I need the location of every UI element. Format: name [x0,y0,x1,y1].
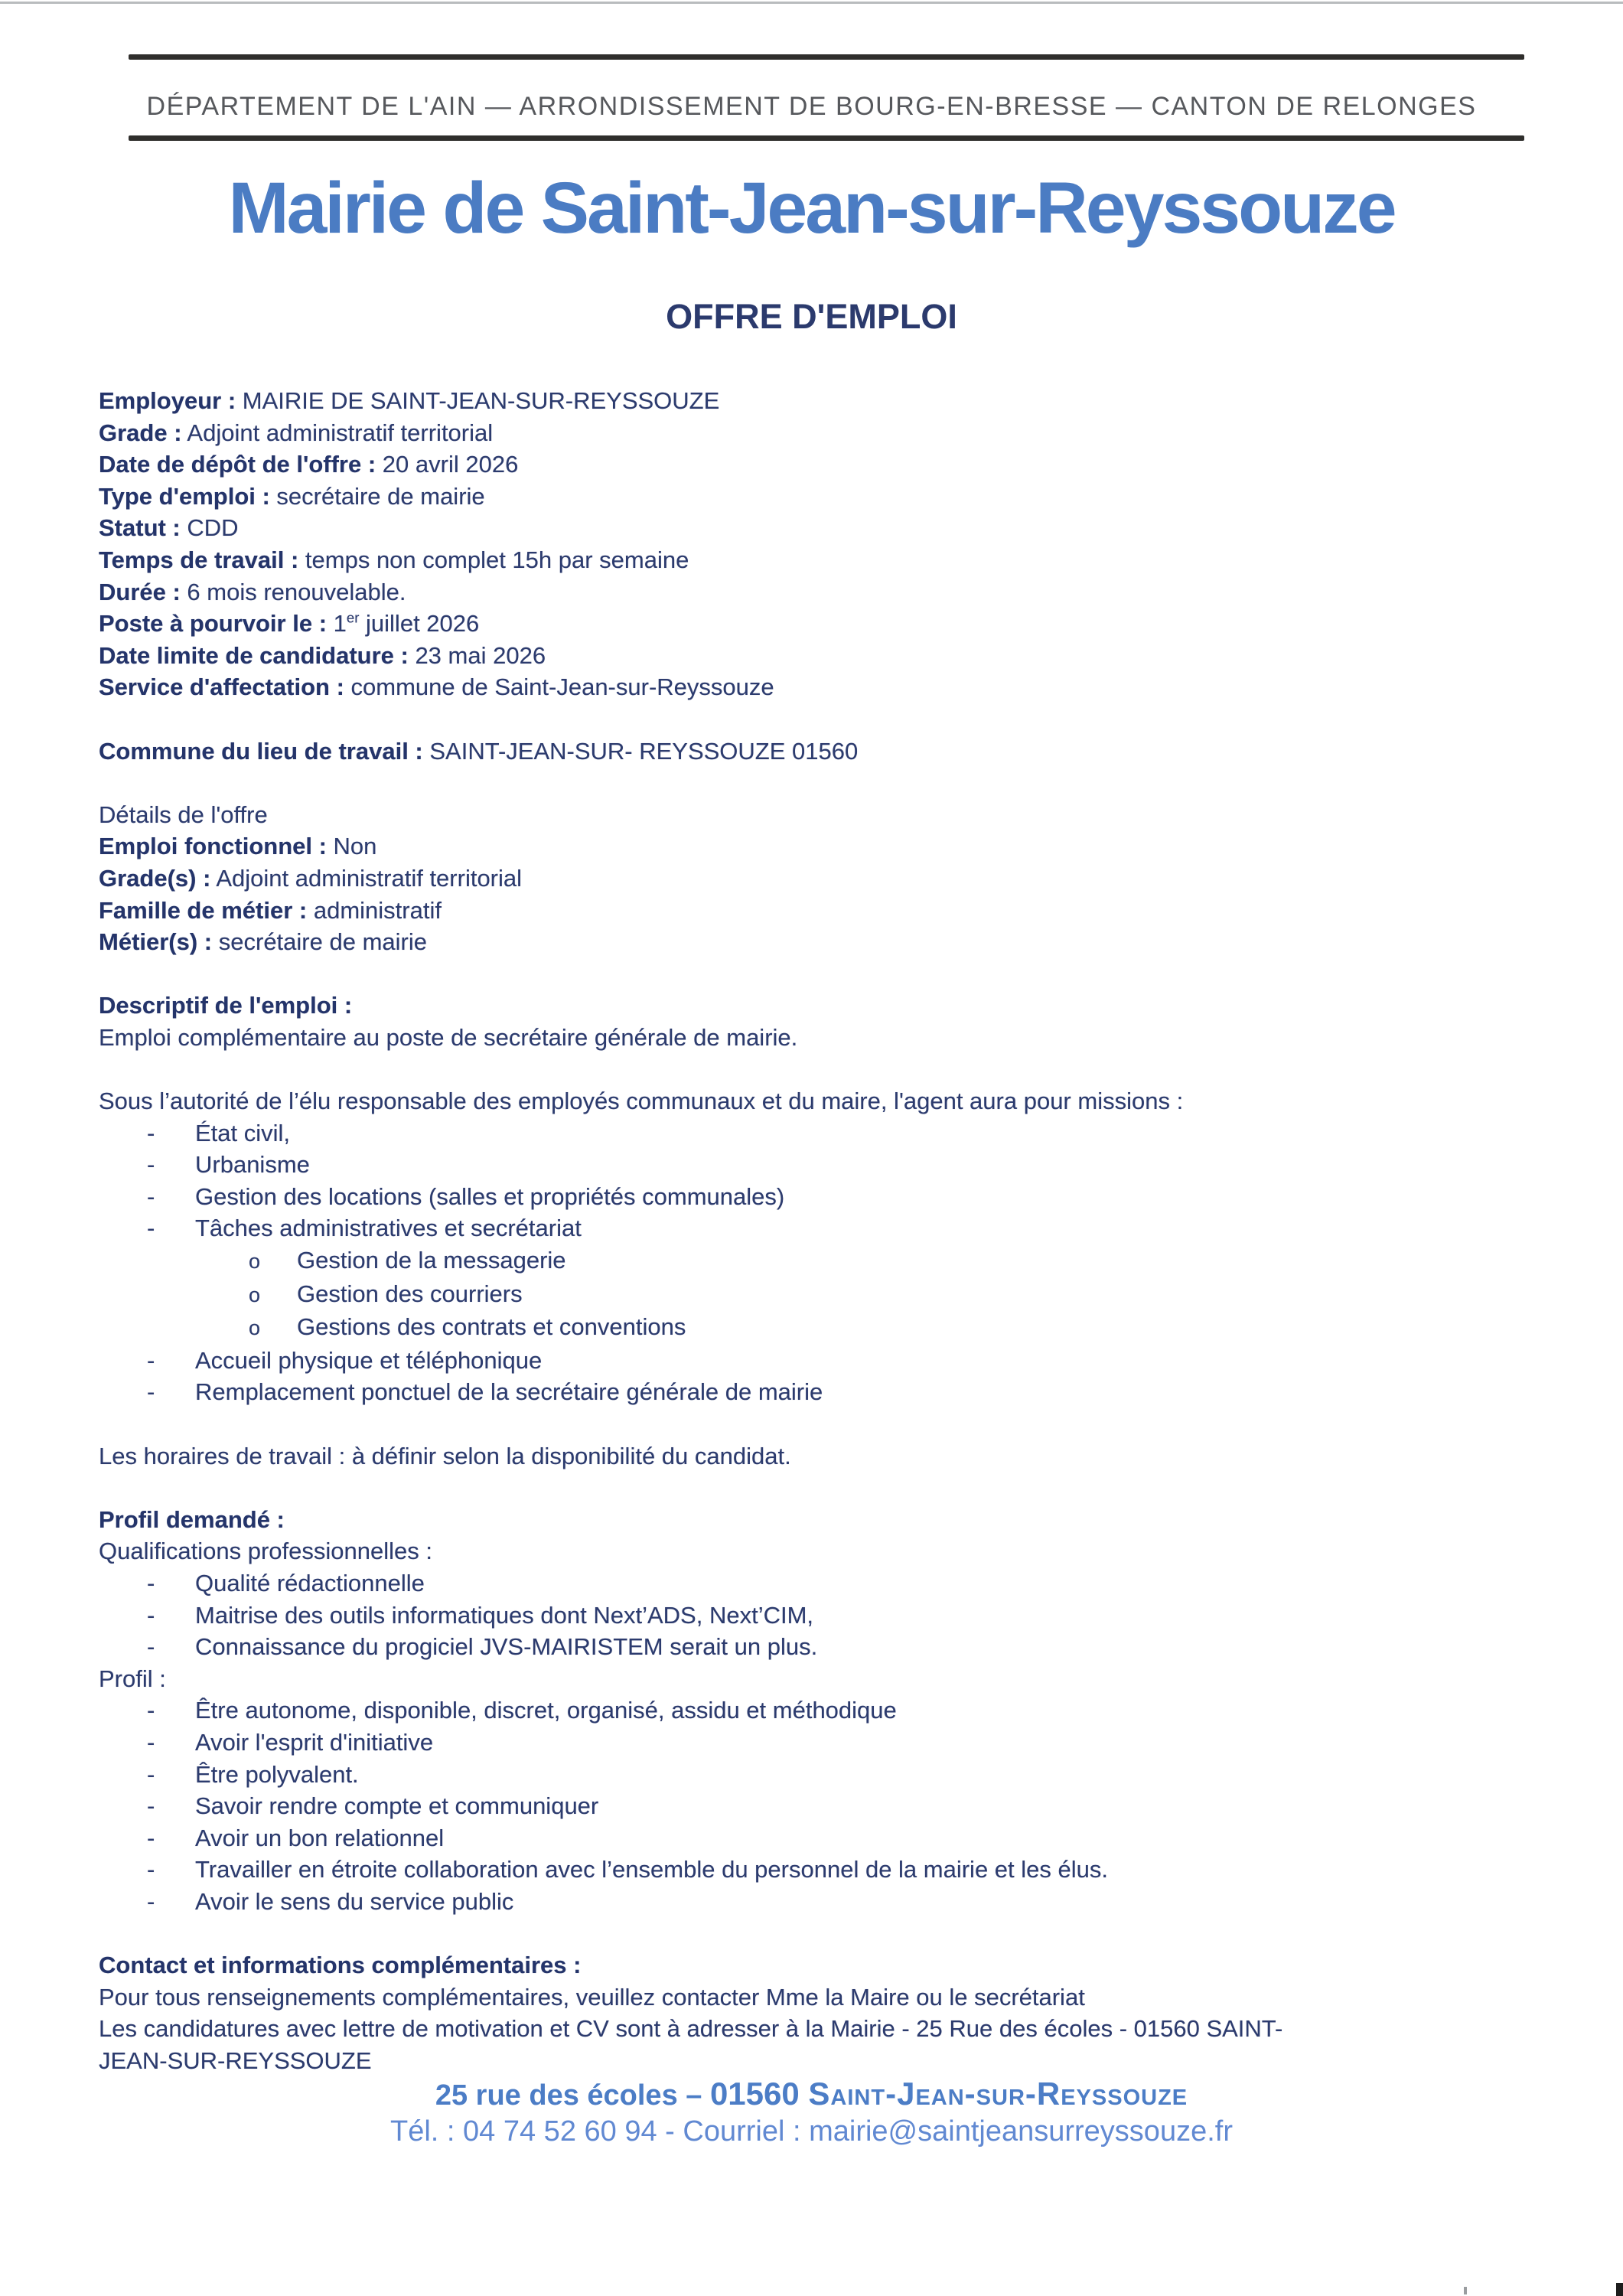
doc-line: Pour tous renseignements complémentaires, veuillez contacter Mme la Maire ou le secrétariat [99,1983,1085,2011]
bullet-text: Maitrise des outils informatiques dont Next’ADS, Next’CIM, [195,1601,814,1629]
doc-line [99,926,1560,958]
field-value: temps non complet 15h par semaine [298,546,689,573]
doc-line [99,671,1560,703]
doc-line [99,1117,1560,1150]
ordinal-suffix: er [346,609,360,626]
scan-artifact-speck [1464,2287,1467,2294]
dash-bullet: - [147,1601,155,1629]
doc-line [99,1181,1560,1213]
header-rule-bottom [129,135,1524,141]
blank-line [99,1918,1560,1950]
scan-artifact-top-line [0,2,1623,4]
footer-address-postal: 01560 [709,2076,809,2112]
dash-bullet: - [147,1856,155,1883]
doc-line: Sous l’autorité de l’élu responsable des employés communaux et du maire, l'agent aura pour missions : [99,1088,1184,1115]
dash-bullet: - [147,1378,155,1406]
dash-bullet: - [147,1728,155,1756]
field-value: 6 mois renouvelable. [180,578,406,605]
field-label: Service d'affectation : [99,673,344,701]
field-label: Emploi fonctionnel : [99,833,327,860]
doc-line [99,1886,1560,1918]
page-subtitle: OFFRE D'EMPLOI [666,297,957,336]
doc-line [99,640,1560,672]
doc-line: Détails de l'offre [99,801,268,828]
bullet-text: Connaissance du progiciel JVS-MAIRISTEM serait un plus. [195,1633,818,1661]
doc-line [99,863,1560,895]
document-body [99,385,1560,2076]
field-label: Grade : [99,419,182,446]
footer-address [0,2076,1623,2112]
bullet-text: Gestion de la messagerie [297,1247,566,1274]
bullet-text: Remplacement ponctuel de la secrétaire générale de mairie [195,1378,823,1406]
field-label: Famille de métier : [99,896,308,924]
field-label: Durée : [99,578,181,605]
field-label: Date de dépôt de l'offre : [99,451,376,478]
bullet-text: Qualité rédactionnelle [195,1569,425,1596]
bullet-text: Savoir rendre compte et communiquer [195,1792,599,1820]
field-value: Non [326,833,377,860]
doc-line: JEAN-SUR-REYSSOUZE [99,2047,372,2074]
footer-address-city: Saint-Jean-sur-Reyssouze [808,2076,1188,2112]
field-label: Statut : [99,514,181,542]
circle-bullet: o [249,1283,261,1306]
field-value: 23 mai 2026 [408,641,546,669]
field-label: Grade(s) : [99,864,211,892]
field-value: commune de Saint-Jean-sur-Reyssouze [344,673,774,701]
bullet-text: Avoir un bon relationnel [195,1824,445,1851]
bullet-text: Être autonome, disponible, discret, organisé, assidu et méthodique [195,1697,897,1724]
bullet-text: Avoir le sens du service public [195,1887,514,1915]
doc-line [99,512,1560,544]
doc-line [99,417,1560,449]
doc-line [99,1212,1560,1244]
footer-address-street: 25 rue des écoles – [435,2079,710,2112]
field-value: secrétaire de mairie [212,928,427,956]
doc-line [99,544,1560,576]
doc-line [99,1790,1560,1822]
doc-line [99,1149,1560,1181]
doc-line [99,735,1560,768]
doc-line: Profil : [99,1665,166,1692]
field-label: Date limite de candidature : [99,641,409,669]
bullet-text: Tâches administratives et secrétariat [195,1215,582,1242]
doc-line: Les horaires de travail : à définir selon la disponibilité du candidat. [99,1442,791,1469]
doc-line [99,1600,1560,1632]
blank-line [99,1472,1560,1504]
doc-line: Emploi complémentaire au poste de secrétaire générale de mairie. [99,1023,798,1051]
dash-bullet: - [147,1346,155,1374]
doc-line [99,1759,1560,1791]
bullet-text: Accueil physique et téléphonique [195,1346,543,1374]
doc-line [99,1694,1560,1727]
doc-line [99,1376,1560,1408]
doc-line [99,448,1560,481]
field-value: Adjoint administratif territorial [210,864,523,892]
doc-line [99,1854,1560,1886]
doc-line [99,608,1560,640]
doc-line [99,1822,1560,1854]
doc-line: Descriptif de l'emploi : [99,992,353,1019]
field-value: juillet 2026 [359,610,480,638]
dash-bullet: - [147,1824,155,1851]
doc-line [99,1631,1560,1663]
dash-bullet: - [147,1119,155,1146]
doc-line [99,481,1560,513]
field-value: administratif [307,896,442,924]
dash-bullet: - [147,1569,155,1596]
footer-contact: Tél. : 04 74 52 60 94 - Courriel : mairie@saintjeansurreyssouze.fr [390,2115,1233,2148]
field-value: MAIRIE DE SAINT-JEAN-SUR-REYSSOUZE [236,387,720,414]
circle-bullet: o [249,1250,261,1274]
field-label: Temps de travail : [99,546,299,573]
bullet-text: Être polyvalent. [195,1760,359,1788]
bullet-text: Urbanisme [195,1151,310,1179]
field-label: Commune du lieu de travail : [99,737,423,765]
bullet-text: Travailler en étroite collaboration avec l’ensemble du personnel de la mairie et les élus. [195,1856,1108,1883]
field-value: secrétaire de mairie [269,482,485,510]
field-label: Poste à pourvoir le : [99,610,328,638]
dash-bullet: - [147,1151,155,1179]
dash-bullet: - [147,1182,155,1210]
bullet-text: État civil, [195,1119,291,1146]
field-label: Métier(s) : [99,928,213,956]
doc-line [99,385,1560,417]
blank-line [99,703,1560,735]
field-value: 20 avril 2026 [376,451,519,478]
field-value: 1 [327,610,347,638]
field-value: SAINT-JEAN-SUR- REYSSOUZE 01560 [422,737,859,765]
doc-line [99,1567,1560,1600]
scan-artifact-bottom-right [1616,2283,1623,2296]
dash-bullet: - [147,1760,155,1788]
doc-line [99,1244,1560,1278]
doc-line: Qualifications professionnelles : [99,1538,432,1565]
header-band: DÉPARTEMENT DE L'AIN — ARRONDISSEMENT DE BOURG-EN-BRESSE — CANTON DE RELONGES [146,92,1477,121]
dash-bullet: - [147,1633,155,1661]
dash-bullet: - [147,1697,155,1724]
page-title: Mairie de Saint-Jean-sur-Reyssouze [228,168,1395,249]
doc-line: Contact et informations complémentaires : [99,1952,582,1979]
field-label: Employeur : [99,387,236,414]
doc-line [99,576,1560,608]
field-value: CDD [180,514,239,542]
circle-bullet: o [249,1316,261,1340]
bullet-text: Gestions des contrats et conventions [297,1313,686,1341]
header-rule-top [129,54,1524,60]
doc-line [99,895,1560,927]
bullet-text: Gestion des locations (salles et propriétés communales) [195,1182,785,1210]
doc-line [99,1727,1560,1759]
field-value: Adjoint administratif territorial [181,419,494,446]
dash-bullet: - [147,1215,155,1242]
bullet-text: Avoir l'esprit d'initiative [195,1728,434,1756]
doc-line: Les candidatures avec lettre de motivation et CV sont à adresser à la Mairie - 25 Rue des écoles - 01560 SAINT- [99,2015,1283,2043]
blank-line [99,1408,1560,1440]
doc-line [99,1311,1560,1345]
bullet-text: Gestion des courriers [297,1280,523,1307]
doc-line: Profil demandé : [99,1505,285,1533]
doc-line [99,830,1560,863]
blank-line [99,767,1560,799]
dash-bullet: - [147,1887,155,1915]
blank-line [99,1053,1560,1085]
dash-bullet: - [147,1792,155,1820]
blank-line [99,958,1560,990]
doc-line [99,1345,1560,1377]
field-label: Type d'emploi : [99,482,270,510]
doc-line [99,1278,1560,1312]
